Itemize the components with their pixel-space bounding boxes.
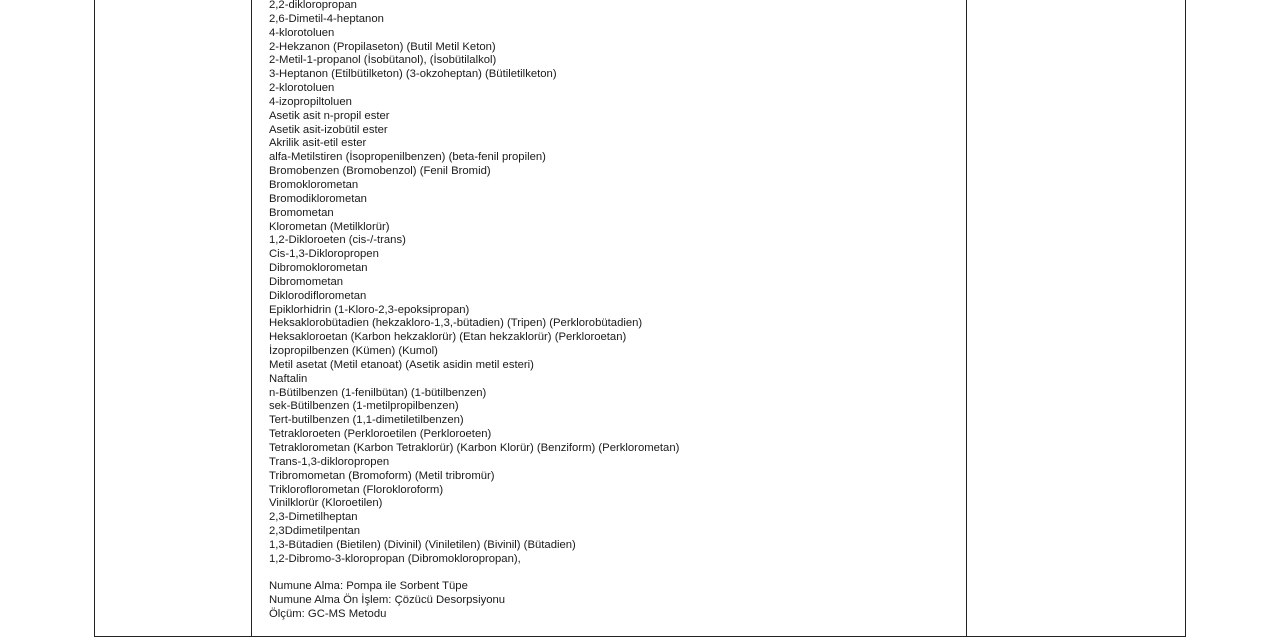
list-spacer [269, 567, 959, 581]
compound-item: Naftalin [269, 372, 308, 385]
compound-item: Tetrakloroeten (Perkloroetilen (Perkloroeten) [269, 428, 492, 441]
parameter-list-cell [269, 0, 959, 622]
compound-item: Tert-butilbenzen (1,1-dimetiletilbenzen) [269, 414, 464, 427]
compound-item: 1,2-Dikloroeten (cis-/-trans) [269, 234, 406, 247]
compound-item: Metil asetat (Metil etanoat) (Asetik asidin metil esteri) [269, 358, 534, 371]
compound-item: 2,6-Dimetil-4-heptanon [269, 12, 384, 25]
compound-item: 2-Hekzanon (Propilaseton) (Butil Metil Keton) [269, 40, 496, 53]
compound-item: Vinilklorür (Kloroetilen) [269, 497, 383, 510]
sampling-pretreatment: Numune Alma Ön İşlem: Çözücü Desorpsiyonu [269, 594, 506, 607]
compound-item: Heksakloroetan (Karbon hekzaklorür) (Etan hekzaklorür) (Perkloroetan) [269, 331, 627, 344]
compound-item: Dibromoklorometan [269, 262, 368, 275]
compound-item: 4-klorotoluen [269, 26, 335, 39]
compound-item: 2,2-dikloropropan [269, 0, 357, 11]
compound-item: 2-klorotoluen [269, 82, 335, 95]
column-divider-right [966, 0, 967, 637]
compound-list [269, 0, 959, 567]
compound-item: Asetik asit-izobütil ester [269, 123, 388, 136]
compound-item: Akrilik asit-etil ester [269, 137, 367, 150]
compound-item: alfa-Metilstiren (İsopropenilbenzen) (beta-fenil propilen) [269, 151, 546, 164]
compound-item: Asetik asit n-propil ester [269, 109, 390, 122]
compound-item: Klorometan (Metilklorür) [269, 220, 390, 233]
compound-item: Heksaklorobütadien (hekzakloro-1,3,-bütadien) (Tripen) (Perklorobütadien) [269, 317, 643, 330]
compound-item: Bromodiklorometan [269, 192, 367, 205]
compound-item: İzopropilbenzen (Kümen) (Kumol) [269, 345, 438, 358]
compound-item: Trans-1,3-dikloropropen [269, 455, 390, 468]
compound-item: Bromoklorometan [269, 178, 359, 191]
compound-item: 3-Heptanon (Etilbütilketon) (3-okzoheptan) (Bütiletilketon) [269, 68, 557, 81]
compound-item: Diklorodiflorometan [269, 289, 367, 302]
compound-item: Bromometan [269, 206, 334, 219]
column-divider-left [251, 0, 252, 637]
compound-item: sek-Bütilbenzen (1-metilpropilbenzen) [269, 400, 459, 413]
compound-item: n-Bütilbenzen (1-fenilbütan) (1-bütilbenzen) [269, 386, 487, 399]
compound-item: 1,2-Dibromo-3-kloropropan (Dibromokloropropan), [269, 552, 521, 565]
compound-item: Dibromometan [269, 275, 344, 288]
compound-item: 4-izopropiltoluen [269, 95, 352, 108]
compound-item: 1,3-Bütadien (Bietilen) (Divinil) (Viniletilen) (Bivinil) (Bütadien) [269, 538, 576, 551]
sampling-method: Numune Alma: Pompa ile Sorbent Tüpe [269, 580, 468, 593]
compound-item: 2-Metil-1-propanol (İsobütanol), (İsobütilalkol) [269, 54, 497, 67]
compound-item: 2,3Ddimetilpentan [269, 525, 361, 538]
compound-item: 2,3-Dimetilheptan [269, 511, 358, 524]
compound-item: Epiklorhidrin (1-Kloro-2,3-epoksipropan) [269, 303, 470, 316]
compound-item: Cis-1,3-Dikloropropen [269, 248, 379, 261]
compound-item: Tetraklorometan (Karbon Tetraklorür) (Karbon Klorür) (Benziform) (Perklorometan) [269, 442, 680, 454]
compound-item: Trikloroflorometan (Florokloroform) [269, 483, 444, 496]
compound-item: Bromobenzen (Bromobenzol) (Fenil Bromid) [269, 165, 491, 178]
compound-item: Tribromometan (Bromoform) (Metil tribromür) [269, 469, 495, 482]
measurement-method: Ölçüm: GC-MS Metodu [269, 608, 387, 621]
